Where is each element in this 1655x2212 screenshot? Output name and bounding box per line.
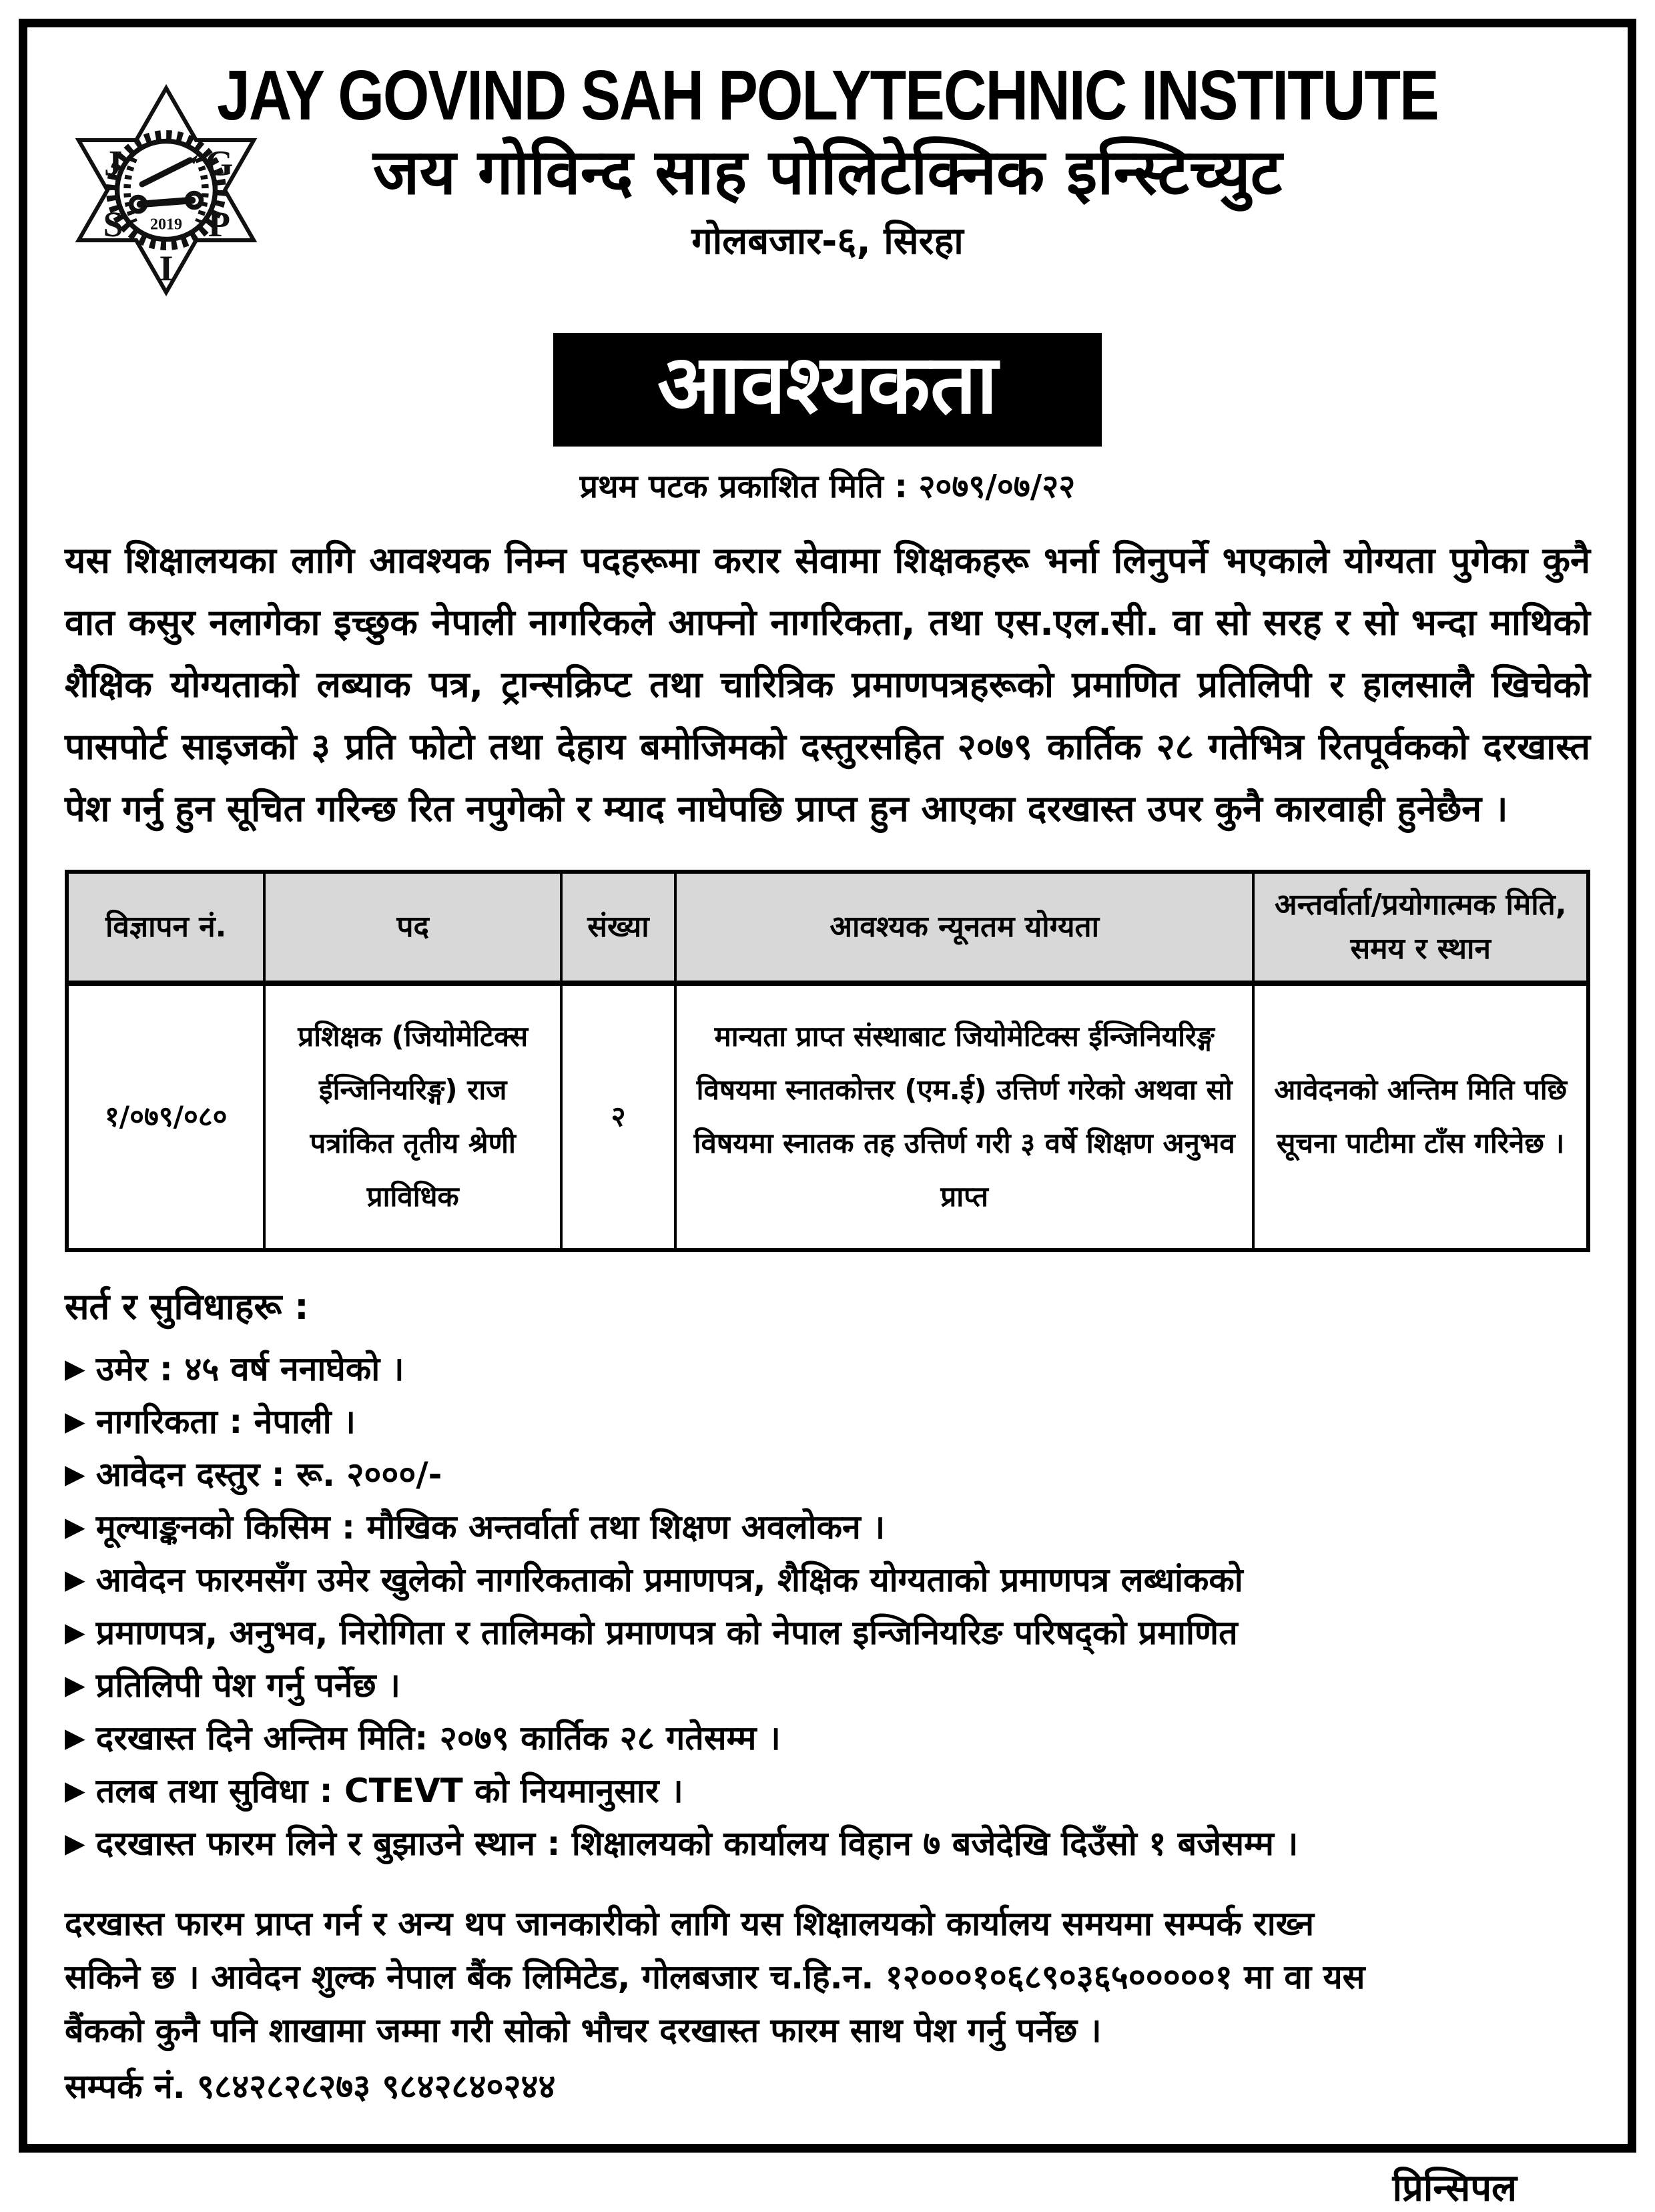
list-item <box>65 1659 1590 1712</box>
logo-letter-j: J <box>104 143 122 184</box>
table-header-row <box>67 872 1588 983</box>
page-border-frame <box>19 19 1636 2210</box>
logo-year: 2019 <box>150 216 182 234</box>
cell-interview: आवेदनको अन्तिम मिति पछि सूचना पाटीमा टाँस गरिनेछ । <box>1253 983 1588 1250</box>
arrow-bullet-icon: ▶ <box>65 1775 85 1806</box>
vacancy-table-body <box>67 983 1588 1250</box>
logo-letter-s: S <box>103 204 123 244</box>
footer-paragraph <box>65 1897 1590 2113</box>
list-item <box>65 1554 1590 1607</box>
vacancy-table-header <box>67 872 1588 983</box>
arrow-bullet-icon: ▶ <box>65 1458 85 1490</box>
list-item <box>65 1343 1590 1396</box>
list-item <box>65 1607 1590 1659</box>
principal-signature: प्रिन्सिपल <box>1392 2166 1517 2210</box>
vacancy-table <box>65 870 1590 1252</box>
arrow-bullet-icon: ▶ <box>65 1828 85 1859</box>
header-count: संख्या <box>561 872 675 983</box>
list-item <box>65 1501 1590 1554</box>
requirement-banner: आवश्यकता <box>553 333 1102 447</box>
header-interview: अन्तर्वार्ता/प्रयोगात्मक मिति, समय र स्थान <box>1253 872 1588 983</box>
terms-list <box>65 1343 1590 1870</box>
footer-line-2-pre: सकिने छ । आवेदन शुल्क <box>65 1957 387 1996</box>
notice-body-paragraph: यस शिक्षालयका लागि आवश्यक निम्न पदहरूमा करार सेवामा शिक्षकहरू भर्ना लिनुपर्ने भएकाले योग्यता पुगेका कुनै वात कसुर नलागेका इच्छुक नेपाली नागरिकले आफ्नो नागरिकता, तथा एस.एल.सी. वा सो सरह र सो भन्दा माथिको शैक्षिक योग्यताको लब्याक पत्र, ट्रान्सक्रिप्ट तथा चारित्रिक प्रमाणपत्रहरूको प्रमाणित प्रतिलिपी र हालसालै खिचेको पासपोर्ट साइजको ३ प्रति फोटो तथा देहाय बमोजिमको दस्तुरसहित २०७९ कार्तिक २८ गतेभित्र रितपूर्वकको दरखास्त पेश गर्नु हुन सूचित गरिन्छ रित नपुगेको र म्याद नाघेपछि प्राप्त हुन आएका दरखास्त उपर कुनै कारवाही हुनेछैन । <box>65 539 1590 830</box>
term-text: उमेर : ४५ वर्ष ननाघेको । <box>95 1349 404 1388</box>
arrow-bullet-icon: ▶ <box>65 1564 85 1595</box>
footer-line-1: दरखास्त फारम प्राप्त गर्न र अन्य थप जानकारीको लागि यस शिक्षालयको कार्यालय समयमा सम्पर्क राख्न <box>65 1904 1314 1943</box>
arrow-bullet-icon: ▶ <box>65 1406 85 1437</box>
term-text: तलब तथा सुविधा : CTEVT को नियमानुसार । <box>95 1771 683 1810</box>
table-row <box>67 983 1588 1250</box>
list-item <box>65 1448 1590 1501</box>
footer-line-3: बैंकको कुनै पनि शाखामा जम्मा गरी सोको भौचर दरखास्त फारम साथ पेश गर्नु पर्नेछ । <box>65 2010 1102 2050</box>
arrow-bullet-icon: ▶ <box>65 1617 85 1648</box>
arrow-bullet-icon: ▶ <box>65 1722 85 1753</box>
header-qualification: आवश्यक न्यूनतम योग्यता <box>675 872 1253 983</box>
bank-account-details: नेपाल बैंक लिमिटेड, गोलबजार च.हि.न. १२०००१०६८९०३६५०००००१ <box>386 1957 1233 1996</box>
institute-name-english: JAY GOVIND SAH POLYTECHNIC INSTITUTE <box>217 56 1438 135</box>
term-text: प्रतिलिपी पेश गर्नु पर्नेछ । <box>95 1665 400 1705</box>
header <box>65 56 1590 314</box>
term-text: दरखास्त दिने अन्तिम मिति: २०७९ कार्तिक २८ गतेसम्म । <box>95 1718 781 1757</box>
institute-address: गोलबजार-६, सिरहा <box>691 220 964 264</box>
cell-post: प्रशिक्षक (जियोमेटिक्स ईन्जिनियरिङ्ग) राज पत्रांकित तृतीय श्रेणी प्राविधिक <box>264 983 561 1250</box>
footer-line-2 <box>65 1950 1590 2004</box>
logo-letter-i: I <box>159 248 174 288</box>
term-text: नागरिकता : नेपाली । <box>95 1402 356 1441</box>
term-text: दरखास्त फारम लिने र बुझाउने स्थान : शिक्षालयको कार्यालय विहान ७ बजेदेखि दिउँसो १ बजेसम्म । <box>95 1824 1299 1863</box>
term-text: प्रमाणपत्र, अनुभव, निरोगिता र तालिमको प्रमाणपत्र को नेपाल इन्जिनियरिङ परिषद्को प्रमाणित <box>95 1613 1238 1652</box>
terms-heading: सर्त र सुविधाहरू : <box>65 1285 309 1328</box>
header-advert-no: विज्ञापन नं. <box>67 872 264 983</box>
list-item <box>65 1712 1590 1765</box>
published-date-line: प्रथम पटक प्रकाशित मिति : २०७९/०७/२२ <box>579 468 1076 506</box>
logo-letter-p: P <box>208 204 230 244</box>
arrow-bullet-icon: ▶ <box>65 1353 85 1384</box>
contact-numbers: सम्पर्क नं. ९८४२८२८२७३ ९८४२८४०२४४ <box>65 2066 556 2106</box>
arrow-bullet-icon: ▶ <box>65 1511 85 1543</box>
term-text: मूल्याङ्कनको किसिम : मौखिक अन्तर्वार्ता तथा शिक्षण अवलोकन । <box>95 1507 886 1547</box>
list-item <box>65 1396 1590 1448</box>
logo-letter-g: G <box>205 143 234 184</box>
cell-count: २ <box>561 983 675 1250</box>
list-item <box>65 1818 1590 1870</box>
cell-qualification: मान्यता प्राप्त संस्थाबाट जियोमेटिक्स ईन्जिनियरिङ्ग विषयमा स्नातकोत्तर (एम.ई) उत्तिर्ण गरेको अथवा सो विषयमा स्नातक तह उत्तिर्ण गरी ३ वर्षे शिक्षण अनुभव प्राप्त <box>675 983 1253 1250</box>
arrow-bullet-icon: ▶ <box>65 1669 85 1701</box>
institute-name-nepali: जय गोविन्द साह पोलिटेक्निक इन्स्टिच्युट <box>372 136 1283 209</box>
list-item <box>65 1765 1590 1818</box>
term-text: आवेदन फारमसँग उमेर खुलेको नागरिकताको प्रमाणपत्र, शैक्षिक योग्यताको प्रमाणपत्र लब्धांकको <box>95 1560 1243 1599</box>
footer-line-2-post: मा वा यस <box>1232 1957 1365 1996</box>
cell-advert-no: १/०७९/०८० <box>67 983 264 1250</box>
header-post: पद <box>264 872 561 983</box>
term-text: आवेदन दस्तुर : रू. २०००/- <box>95 1454 442 1494</box>
